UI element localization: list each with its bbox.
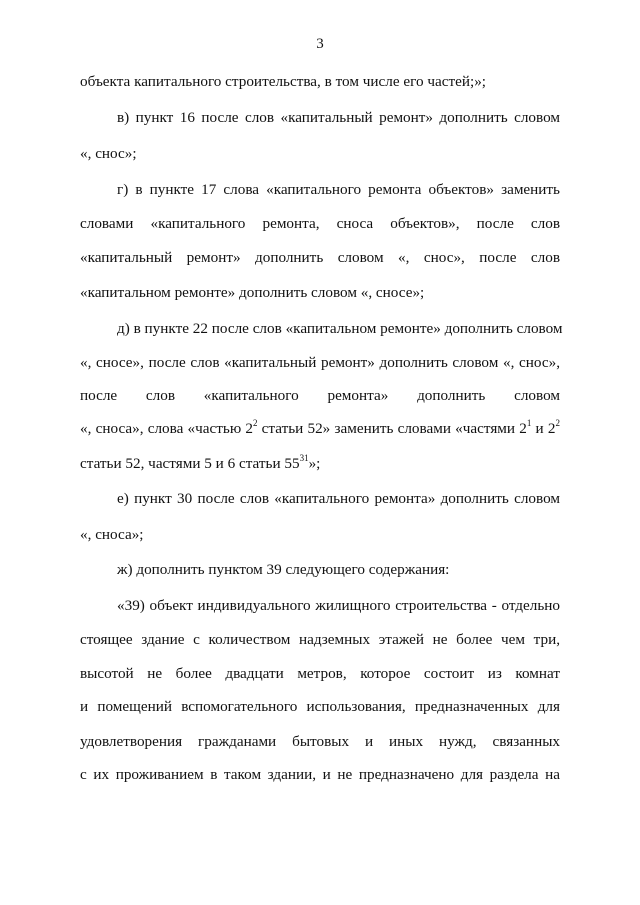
- paragraph-line: словами «капитального ремонта, сноса объектов», после слов: [80, 215, 560, 232]
- paragraph-line: е) пункт 30 после слов «капитального ремонта» дополнить словом: [117, 490, 560, 507]
- text-segment: статьи 52» заменить словами «частями 2: [257, 420, 527, 437]
- paragraph-line-with-superscripts: [80, 452, 560, 473]
- text-segment: »;: [308, 455, 321, 472]
- superscript: 31: [299, 452, 309, 463]
- paragraph-line: «, сносе», после слов «капитальный ремонт» дополнить словом «, снос»,: [80, 354, 560, 371]
- paragraph-line: стоящее здание с количеством надземных этажей не более чем три,: [80, 631, 560, 648]
- paragraph-line: удовлетворения гражданами бытовых и иных нужд, связанных: [80, 733, 560, 750]
- paragraph-line: «39) объект индивидуального жилищного строительства - отдельно: [117, 597, 560, 614]
- page-number: 3: [316, 36, 324, 52]
- paragraph-line: в) пункт 16 после слов «капитальный ремонт» дополнить словом: [117, 109, 560, 126]
- paragraph-line-with-superscripts: [80, 417, 560, 438]
- paragraph-line: г) в пункте 17 слова «капитального ремонта объектов» заменить: [117, 181, 560, 198]
- superscript: 2: [252, 417, 258, 428]
- superscript: 2: [555, 417, 560, 428]
- paragraph-line: «, снос»;: [80, 145, 137, 162]
- paragraph-line: «капитальный ремонт» дополнить словом «, снос», после слов: [80, 249, 560, 266]
- paragraph-line: после слов «капитального ремонта» дополнить словом: [80, 387, 560, 404]
- paragraph-line: д) в пункте 22 после слов «капитальном ремонте» дополнить словом: [117, 320, 563, 337]
- paragraph-line: и помещений вспомогательного использования, предназначенных для: [80, 698, 560, 715]
- paragraph-line: «, сноса»;: [80, 526, 144, 543]
- paragraph-line: ж) дополнить пунктом 39 следующего содержания:: [117, 561, 450, 578]
- paragraph-line: объекта капитального строительства, в том числе его частей;»;: [80, 73, 487, 90]
- paragraph-line: с их проживанием в таком здании, и не предназначено для раздела на: [80, 766, 560, 783]
- text-segment: и 2: [531, 420, 556, 437]
- superscript: 1: [526, 417, 532, 428]
- text-segment: «, сноса», слова «частью 2: [80, 420, 253, 437]
- text-segment: статьи 52, частями 5 и 6 статьи 55: [80, 455, 300, 472]
- paragraph-line: «капитальном ремонте» дополнить словом «, сносе»;: [80, 284, 425, 301]
- paragraph-line: высотой не более двадцати метров, которое состоит из комнат: [80, 665, 560, 682]
